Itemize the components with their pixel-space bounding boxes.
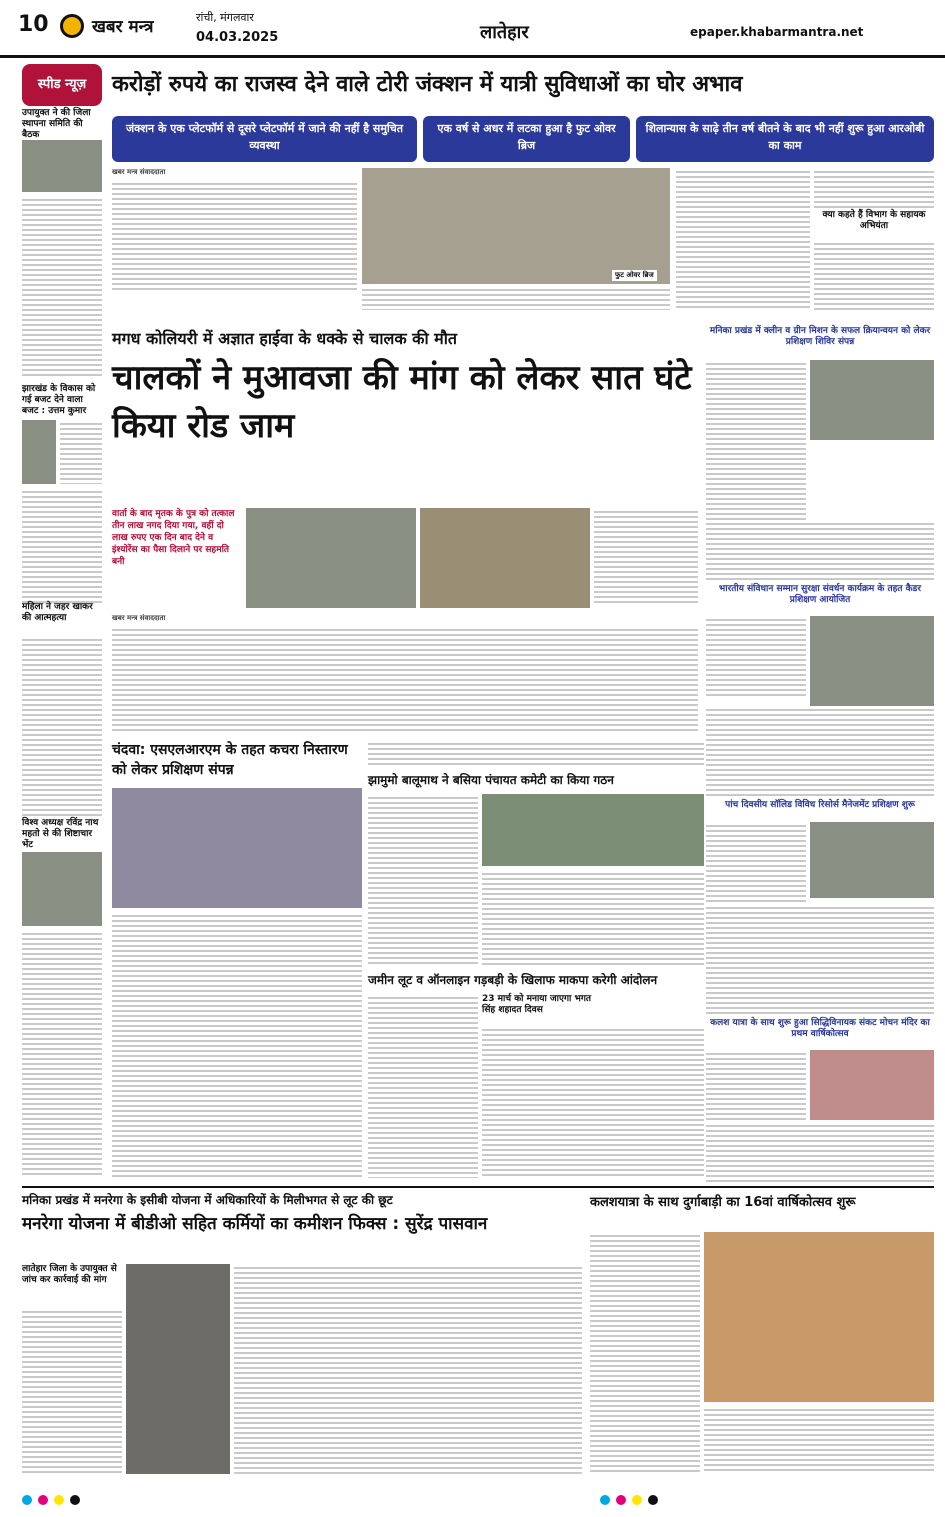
chandwa-text [112, 912, 362, 1178]
roadjam-pull: वार्ता के बाद मृतक के पुत्र को तत्काल तीन लाख नगद दिया गया, वहीं दो लाख रुपए एक दिन बाद देने व इंश्योरेंस का पैसा दिलाने पर सहमति बनी [112, 509, 235, 567]
city-label: रांची, मंगलवार [196, 11, 254, 24]
right-photo-1 [810, 360, 934, 440]
roadjam-photo-1 [246, 508, 416, 608]
bottom-side-text [22, 1308, 122, 1474]
right-text-3a [706, 822, 806, 902]
top-story-text-1 [112, 180, 357, 290]
roadjam-photo-2 [420, 508, 590, 608]
chandwa-photo [112, 788, 362, 908]
right-text-1 [706, 360, 806, 520]
roadjam-headline: चालकों ने मुआवजा की मांग को लेकर सात घंटे किया रोड जाम [112, 358, 692, 446]
sidebar-item-title-4: विश्व अध्यक्ष रविंद्र नाथ महतो से की शिष्टाचार भेंट [22, 818, 99, 850]
roadjam-kicker: मगध कोलियरी में अज्ञात हाईवा के धक्के से चालक की मौत [112, 329, 458, 348]
right-text-4b [706, 1122, 934, 1184]
sidebar-text-2a [60, 420, 102, 484]
roadjam-text [112, 626, 698, 732]
page-number: 10 [18, 12, 49, 37]
right-text-2b [706, 706, 934, 796]
sidebar-photo-2 [22, 420, 56, 484]
right-photo-4 [810, 1050, 934, 1120]
jamin-text [368, 994, 478, 1178]
right-item-title-4: कलश यात्रा के साथ शुरू हुआ सिद्धिविनायक संकट मोचन मंदिर का प्रथम वार्षिकोत्सव [710, 1018, 930, 1039]
top-story-photo [362, 168, 670, 284]
jharkhand-photo [482, 794, 704, 866]
right-photo-3 [810, 822, 934, 898]
sidebar-photo-1 [22, 140, 102, 192]
photo-caption: फुट ओवर ब्रिज [612, 270, 657, 281]
top-story-sub: क्या कहते हैं विभाग के सहायक अभियंता [822, 210, 926, 231]
section-title: लातेहार [480, 22, 529, 43]
top-story-text-4 [814, 168, 934, 208]
color-registration-right [600, 1490, 664, 1509]
right-photo-2 [810, 616, 934, 706]
mid-text-a [368, 740, 704, 768]
bottom-right-headline: कलशयात्रा के साथ दुर्गाबाड़ी का 16वां वार्षिकोत्सव शुरू [590, 1195, 856, 1210]
sidebar-item-title-2: झारखंड के विकास को गई बजट देने वाला बजट : उत्तम कुमार [22, 384, 96, 416]
sidebar-item-title-3: महिला ने जहर खाकर की आत्महत्या [22, 602, 93, 623]
jharkhand-headline: झामुमो बालूमाथ ने बसिया पंचायत कमेटी का किया गठन [368, 773, 614, 787]
brand-name: खबर मन्त्र [92, 17, 154, 37]
top-story-text-3 [676, 168, 810, 310]
bottom-photo-person [126, 1264, 230, 1474]
date-label: 04.03.2025 [196, 30, 279, 45]
top-story-text-2 [362, 286, 670, 310]
jharkhand-text [368, 794, 478, 964]
bottom-headline: मनरेगा योजना में बीडीओ सहित कर्मियों का कमीशन फिक्स : सुरेंद्र पासवान [22, 1214, 488, 1234]
sidebar-item-title: उपायुक्त ने की जिला स्थापना समिति की बैठक [22, 108, 91, 140]
banner-2: एक वर्ष से अधर में लटका हुआ है फुट ओवर ब्रिज [423, 116, 630, 162]
page-header [0, 0, 945, 58]
bottom-text [234, 1264, 582, 1474]
sidebar-text-1 [22, 196, 102, 378]
sidebar-text-4 [22, 930, 102, 1178]
jamin-headline: जमीन लूट व ऑनलाइन गड़बड़ी के खिलाफ माकपा करेगी आंदोलन [368, 973, 658, 987]
top-headline: करोड़ों रुपये का राजस्व देने वाले टोरी जंक्शन में यात्री सुविधाओं का घोर अभाव [112, 72, 743, 97]
banner-3: शिलान्यास के साढ़े तीन वर्ष बीतने के बाद भी नहीं शुरू हुआ आरओबी का काम [636, 116, 934, 162]
top-story-text-5 [814, 240, 934, 310]
right-text-4a [706, 1050, 806, 1120]
speed-news-logo: स्पीड न्यूज़ [22, 64, 102, 106]
right-text-1b [706, 520, 934, 582]
right-item-title-3: पांच दिवसीय सॉलिड विविध रिसोर्स मैनेजमेंट प्रशिक्षण शुरू [725, 800, 915, 810]
bottom-right-photo [704, 1232, 934, 1402]
right-text-2a [706, 616, 806, 696]
chandwa-headline: चंदवा: एसएलआरएम के तहत कचरा निस्तारण को लेकर प्रशिक्षण संपन्न [112, 742, 348, 778]
right-item-title-1: मनिका प्रखंड में क्लीन व ग्रीन मिशन के सफल क्रियान्वयन को लेकर प्रशिक्षण शिविर संपन्न [709, 326, 931, 347]
color-registration-left [22, 1490, 86, 1509]
epaper-link[interactable]: epaper.khabarmantra.net [690, 25, 864, 39]
sidebar-text-3 [22, 636, 102, 816]
divider [22, 1186, 934, 1188]
right-text-3b [706, 904, 934, 1014]
sidebar-text-2b [22, 488, 102, 604]
top-byline: खबर मन्त्र संवाददाता [112, 168, 166, 176]
bottom-right-text-2 [704, 1406, 934, 1474]
brand-logo-icon [60, 14, 84, 38]
roadjam-byline: खबर मन्त्र संवाददाता [112, 614, 166, 622]
jharkhand-text-2 [482, 870, 704, 966]
sidebar-photo-4 [22, 852, 102, 926]
roadjam-text-side [594, 508, 698, 604]
sidebar [22, 108, 102, 138]
march-text [482, 1026, 704, 1178]
march-headline: 23 मार्च को मनाया जाएगा भगत सिंह शहादत दिवस [482, 994, 592, 1015]
right-item-title-2: भारतीय संविधान सम्मान सुरक्षा संवर्धन कार्यक्रम के तहत कैडर प्रशिक्षण आयोजित [718, 584, 922, 605]
bottom-right-text-1 [590, 1232, 700, 1474]
banner-1: जंक्शन के एक प्लेटफॉर्म से दूसरे प्लेटफॉर्म में जाने की नहीं है समुचित व्यवस्था [112, 116, 417, 162]
bottom-kicker: मनिका प्रखंड में मनरेगा के इसीबी योजना में अधिकारियों के मिलीभगत से लूट की छूट [22, 1193, 393, 1207]
bottom-side-headline: लातेहार जिला के उपायुक्त से जांच कर कार्रवाई की मांग [22, 1264, 117, 1285]
